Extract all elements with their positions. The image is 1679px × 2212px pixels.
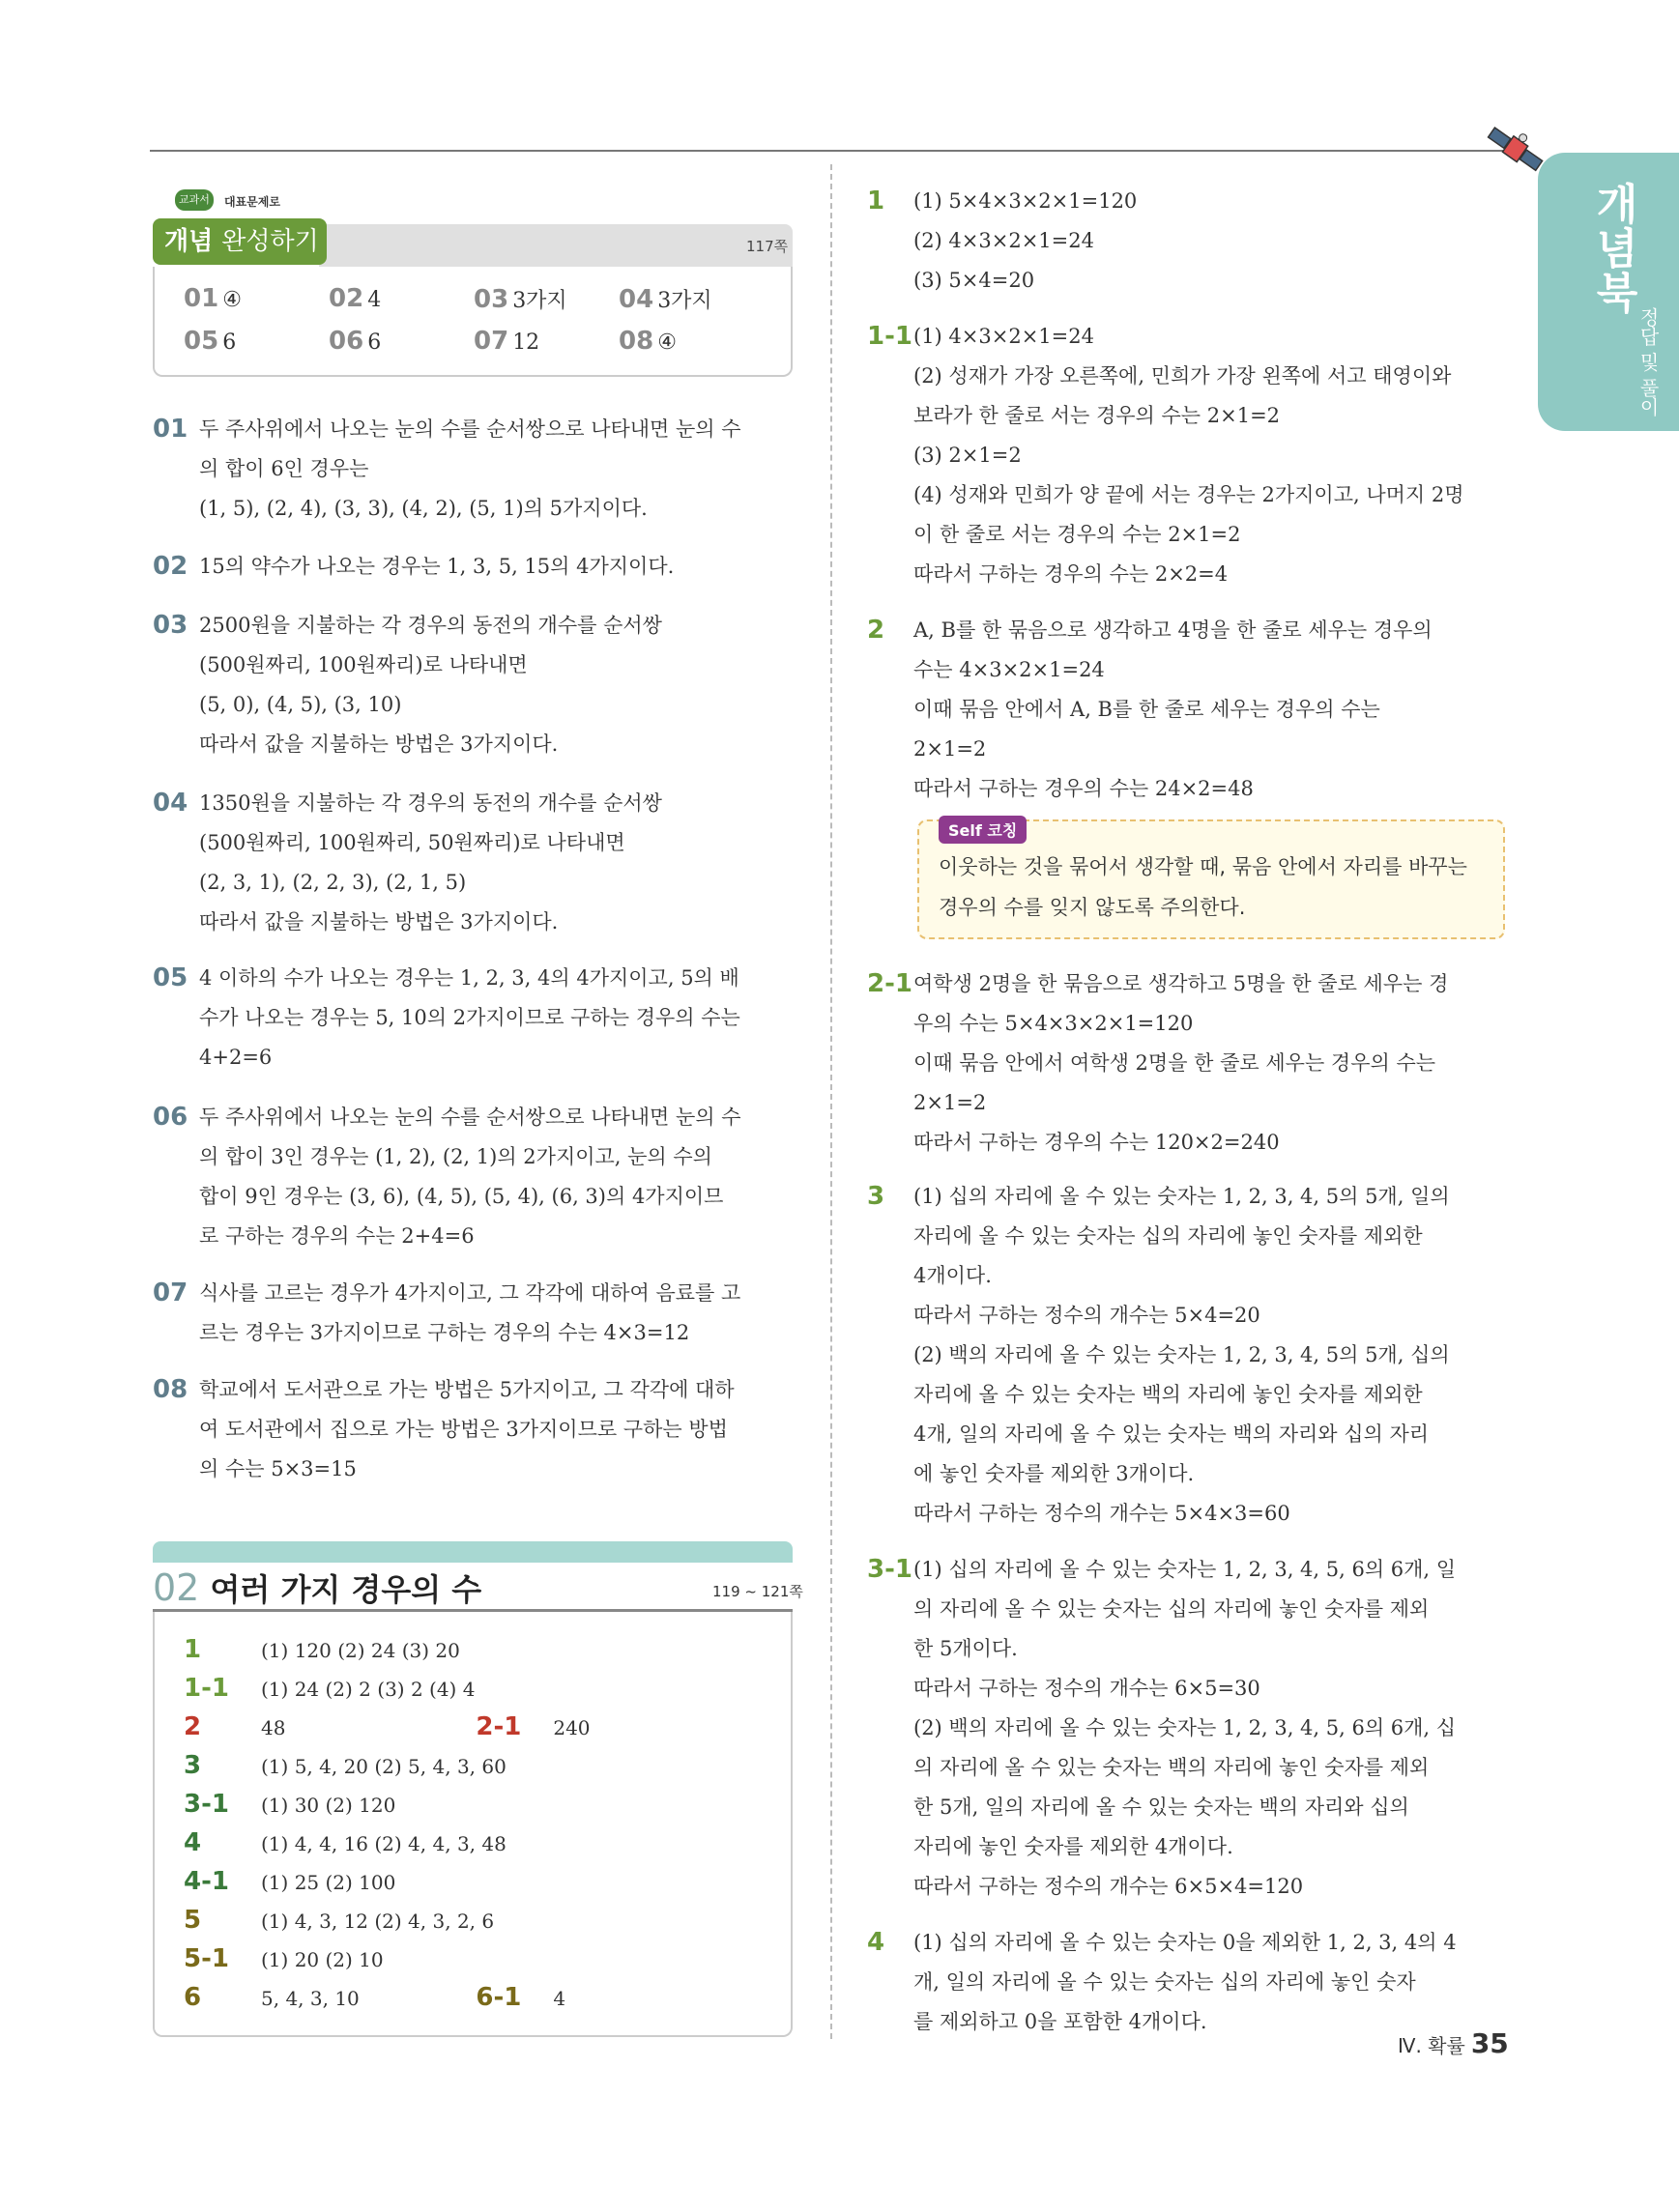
answer-item: 03 3가지 — [474, 285, 567, 314]
problem-03: 03 2500원을 지불하는 각 경우의 동전의 개수를 순서쌍 (500원짜리, 100원짜리)로 나타내면 (5, 0), (4, 5), (3, 10) 따라서 값을 지불하는 방법은 3가지이다. — [153, 611, 662, 756]
answer-item: 05 6 — [184, 327, 237, 356]
side-tab-subtitle: 정답 및 풀이 — [1636, 307, 1660, 417]
self-coaching-text: 이웃하는 것을 묶어서 생각할 때, 묶음 안에서 자리를 바꾸는 경우의 수를 잊지 않도록 주의한다. — [939, 855, 1467, 919]
header-bar — [319, 224, 793, 267]
rproblem-3: 3 (1) 십의 자리에 올 수 있는 숫자는 1, 2, 3, 4, 5의 5개, 일의 자리에 올 수 있는 숫자는 십의 자리에 놓인 숫자를 제외한 4개이다. 따라서 구하는 정수의 개수는 5×4=20 (2) 백의 자리에 올 수 있는 숫자는 1, 2, 3, 4, 5의 5개, 십의 자리에 올 수 있는 숫자는 백의 자리에 놓인 숫자를 제외한 4개, 일의 자리에 올 수 있는 숫자는 백의 자리와 십의 자리 에 놓인 숫자를 제외한 3개이다. 따라서 구하는 정수의 개수는 5×4×3=60 — [867, 1182, 1450, 1525]
section-row: 4 (1) 4, 4, 16 (2) 4, 4, 3, 48 — [184, 1828, 507, 1857]
section-row: 2 48 2-1 240 — [184, 1712, 591, 1741]
section-page: 119 ~ 121쪽 — [712, 1583, 803, 1600]
problem-07: 07 식사를 고르는 경우가 4가지이고, 그 각각에 대하여 음료를 고 르는 경우는 3가지이므로 구하는 경우의 수는 4×3=12 — [153, 1278, 741, 1344]
top-rule — [150, 150, 1503, 152]
self-coaching-tag: Self 코칭 — [939, 816, 1027, 844]
section-row: 1 (1) 120 (2) 24 (3) 20 — [184, 1635, 460, 1664]
rproblem-3-1: 3-1 (1) 십의 자리에 올 수 있는 숫자는 1, 2, 3, 4, 5, 6의 6개, 일 의 자리에 올 수 있는 숫자는 십의 자리에 놓인 숫자를 제외 한 5개이다. 따라서 구하는 정수의 개수는 6×5=30 (2) 백의 자리에 올 수 있는 숫자는 1, 2, 3, 4, 5, 6의 6개, 십 의 자리에 올 수 있는 숫자는 백의 자리에 놓인 숫자를 제외 한 5개, 일의 자리에 올 수 있는 숫자는 백의 자리와 십의 자리에 놓인 숫자를 제외한 4개이다. 따라서 구하는 정수의 개수는 6×5×4=120 — [867, 1555, 1457, 1898]
rproblem-1: 1 (1) 5×4×3×2×1=120 (2) 4×3×2×1=24 (3) 5×4=20 — [867, 187, 1138, 292]
header-page: 117쪽 — [746, 238, 789, 255]
rproblem-4: 4 (1) 십의 자리에 올 수 있는 숫자는 0을 제외한 1, 2, 3, 4의 4 개, 일의 자리에 올 수 있는 숫자는 십의 자리에 놓인 숫자 를 제외하고 0을 포함한 4개이다. — [867, 1928, 1457, 2033]
problem-06: 06 두 주사위에서 나오는 눈의 수를 순서쌍으로 나타내면 눈의 수 의 합이 3인 경우는 (1, 2), (2, 1)의 2가지이고, 눈의 수의 합이 9인 경우는 (3, 6), (4, 5), (5, 4), (6, 3)의 4가지이므 로 구하는 경우의 수는 2+4=6 — [153, 1103, 741, 1248]
answer-item: 08 ④ — [619, 327, 677, 356]
section-row: 3-1 (1) 30 (2) 120 — [184, 1790, 396, 1819]
section-row: 5 (1) 4, 3, 12 (2) 4, 3, 2, 6 — [184, 1906, 495, 1935]
side-tab-title: 개념북 — [1588, 182, 1637, 315]
side-tab[interactable] — [1538, 153, 1679, 431]
header-badge: 교과서 — [175, 189, 214, 211]
section-row: 4-1 (1) 25 (2) 100 — [184, 1867, 396, 1896]
rproblem-1-1: 1-1 (1) 4×3×2×1=24 (2) 성재가 가장 오른쪽에, 민희가 가장 왼쪽에 서고 태영이와 보라가 한 줄로 서는 경우의 수는 2×1=2 (3) 2×1=2 (4) 성재와 민희가 양 끝에 서는 경우는 2가지이고, 나머지 2명 이 한 줄로 서는 경우의 수는 2×1=2 따라서 구하는 경우의 수는 2×2=4 — [867, 322, 1464, 586]
footer-chapter: Ⅳ. 확률 — [1398, 2034, 1465, 2057]
rproblem-2-1: 2-1 여학생 2명을 한 묶음으로 생각하고 5명을 한 줄로 세우는 경 우의 수는 5×4×3×2×1=120 이때 묶음 안에서 여학생 2명을 한 줄로 세우는 경우의 수는 2×1=2 따라서 구하는 경우의 수는 120×2=240 — [867, 969, 1449, 1154]
section-row: 5-1 (1) 20 (2) 10 — [184, 1944, 384, 1973]
answer-item: 02 4 — [329, 284, 382, 313]
answer-item: 04 3가지 — [619, 285, 712, 314]
problem-04: 04 1350원을 지불하는 각 경우의 동전의 개수를 순서쌍 (500원짜리, 100원짜리, 50원짜리)로 나타내면 (2, 3, 1), (2, 2, 3), (2, 1, 5) 따라서 값을 지불하는 방법은 3가지이다. — [153, 789, 662, 934]
problem-01: 01 두 주사위에서 나오는 눈의 수를 순서쌍으로 나타내면 눈의 수 의 합이 6인 경우는 (1, 5), (2, 4), (3, 3), (4, 2), (5, 1)의 5가지이다. — [153, 415, 741, 520]
header-small-label: 대표문제로 — [224, 195, 280, 209]
page-number: 35 — [1470, 2027, 1509, 2059]
section-row: 3 (1) 5, 4, 20 (2) 5, 4, 3, 60 — [184, 1751, 507, 1780]
page-footer — [1398, 2027, 1509, 2059]
header-title — [153, 218, 327, 265]
column-divider — [830, 164, 832, 2039]
answer-item: 06 6 — [329, 327, 382, 356]
section-row: 6 5, 4, 3, 10 6-1 4 — [184, 1983, 566, 2012]
header-title-rest: 완성하기 — [221, 227, 319, 256]
answer-box — [153, 267, 793, 377]
section-band — [153, 1541, 793, 1563]
self-coaching-box — [917, 819, 1505, 939]
section-title: 02 여러 가지 경우의 수 — [153, 1566, 482, 1609]
answer-item: 07 12 — [474, 327, 540, 356]
header-title-bold: 개념 — [164, 227, 214, 256]
problem-02: 02 15의 약수가 나오는 경우는 1, 3, 5, 15의 4가지이다. — [153, 552, 675, 581]
answer-item: 01 ④ — [184, 284, 242, 313]
problem-05: 05 4 이하의 수가 나오는 경우는 1, 2, 3, 4의 4가지이고, 5의 배 수가 나오는 경우는 5, 10의 2가지이므로 구하는 경우의 수는 4+2=6 — [153, 963, 740, 1069]
rproblem-2: 2 A, B를 한 묶음으로 생각하고 4명을 한 줄로 세우는 경우의 수는 4×3×2×1=24 이때 묶음 안에서 A, B를 한 줄로 세우는 경우의 수는 2×1=2 따라서 구하는 경우의 수는 24×2=48 — [867, 616, 1433, 800]
problem-08: 08 학교에서 도서관으로 가는 방법은 5가지이고, 그 각각에 대하 여 도서관에서 집으로 가는 방법은 3가지이므로 구하는 방법 의 수는 5×3=15 — [153, 1375, 735, 1480]
section-row: 1-1 (1) 24 (2) 2 (3) 2 (4) 4 — [184, 1674, 476, 1703]
